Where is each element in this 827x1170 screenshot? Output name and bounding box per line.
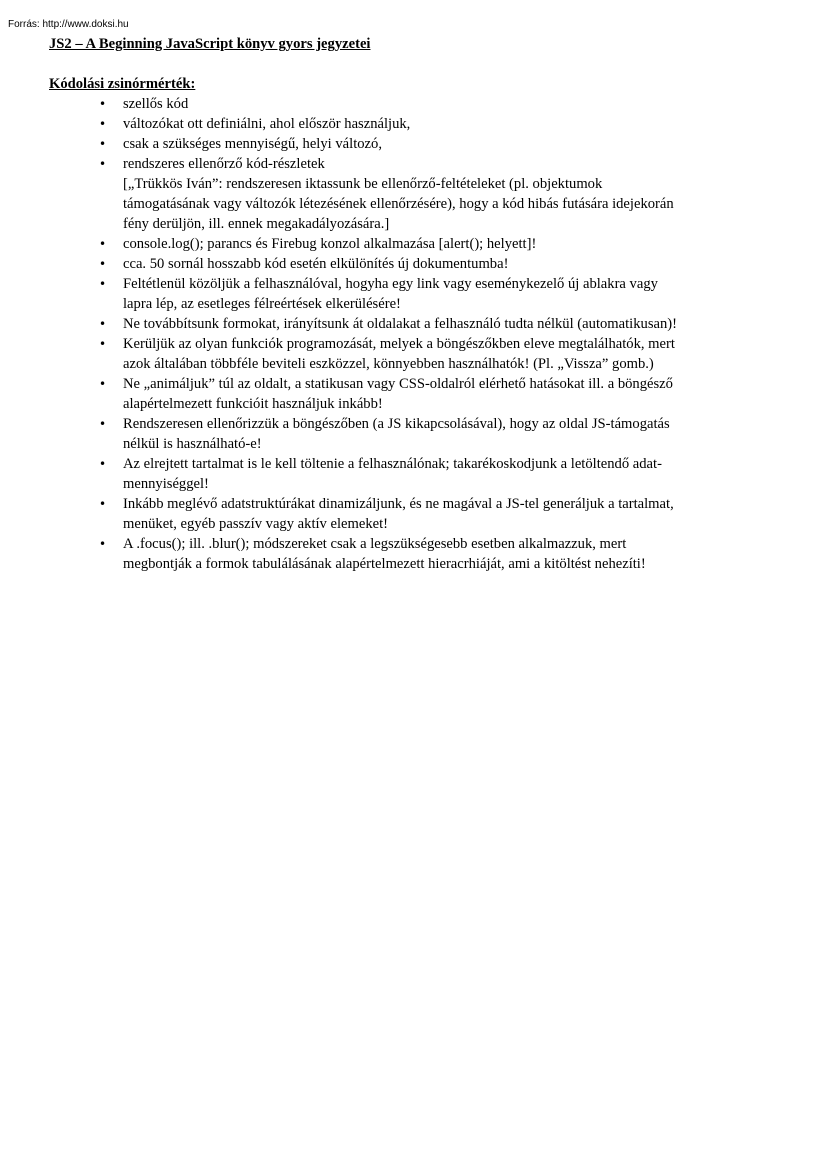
list-item-line: • A .focus(); ill. .blur(); módszereket csak a legszükségesebb esetben alkalmazzuk, mert — [123, 536, 627, 552]
list-item — [123, 234, 761, 254]
list-item-line: • változókat ott definiálni, ahol először használjuk, — [123, 116, 411, 132]
list-item-line: mennyiséggel! — [123, 476, 209, 492]
list-item — [123, 374, 761, 414]
list-item-line: megbontják a formok tabulálásának alapértelmezett hieracrhiáját, ami a kitöltést nehezíti! — [123, 556, 646, 572]
list-item-line: • Inkább meglévő adatstruktúrákat dinamizáljunk, és ne magával a JS-tel generáljuk a tartalmat, — [123, 496, 674, 512]
list-item — [123, 94, 761, 114]
list-item — [123, 154, 761, 234]
list-item — [123, 334, 761, 374]
list-item — [123, 314, 761, 334]
list-item-line: alapértelmezett funkcióit használjuk inkább! — [123, 396, 383, 412]
source-attribution: Forrás: http://www.doksi.hu — [8, 19, 129, 30]
list-item-line: • cca. 50 sornál hosszabb kód esetén elkülönítés új dokumentumba! — [123, 256, 509, 272]
list-item-line: lapra lép, az esetleges félreértések elkerülésére! — [123, 296, 401, 312]
document-body — [49, 34, 761, 574]
list-item — [123, 494, 761, 534]
list-item — [123, 454, 761, 494]
list-item-line: • Ne továbbítsunk formokat, irányítsunk át oldalakat a felhasználó tudta nélkül (automatikusan)! — [123, 316, 677, 332]
list-item — [123, 534, 761, 574]
list-item-line: fény derüljön, ill. ennek megakadályozására.] — [123, 216, 390, 232]
list-item-line: • szellős kód — [123, 96, 189, 112]
list-item-line: azok általában többféle beviteli eszközzel, könnyebben használhatók! (Pl. „Vissza” gomb.) — [123, 356, 654, 372]
list-item — [123, 114, 761, 134]
section-heading: Kódolási zsinórmérték: — [49, 76, 196, 92]
list-item — [123, 414, 761, 454]
list-item — [123, 134, 761, 154]
list-item-line: • Kerüljük az olyan funkciók programozását, melyek a böngészőkben eleve megtalálhatók, mert — [123, 336, 675, 352]
list-item — [123, 274, 761, 314]
document-title: JS2 – A Beginning JavaScript könyv gyors jegyzetei — [49, 36, 371, 52]
list-item-line: • Ne „animáljuk” túl az oldalt, a statikusan vagy CSS-oldalról elérhető hatásokat ill. a böngésző — [123, 376, 673, 392]
list-item-line: • Rendszeresen ellenőrizzük a böngészőben (a JS kikapcsolásával), hogy az oldal JS-támogatás — [123, 416, 670, 432]
list-item-line: • Az elrejtett tartalmat is le kell töltenie a felhasználónak; takarékoskodjunk a letöltendő adat- — [123, 456, 662, 472]
list-item-line: • csak a szükséges mennyiségű, helyi változó, — [123, 136, 382, 152]
bullet-list — [49, 94, 761, 574]
list-item-line: [„Trükkös Iván”: rendszeresen iktassunk be ellenőrző-feltételeket (pl. objektumok — [123, 176, 603, 192]
list-item-line: • Feltétlenül közöljük a felhasználóval, hogyha egy link vagy eseménykezelő új ablakra vagy — [123, 276, 658, 292]
list-item — [123, 254, 761, 274]
list-item-line: menüket, egyéb passzív vagy aktív elemeket! — [123, 516, 389, 532]
list-item-line: nélkül is használható-e! — [123, 436, 262, 452]
list-item-line: • console.log(); parancs és Firebug konzol alkalmazása [alert(); helyett]! — [123, 236, 537, 252]
list-item-line: támogatásának vagy változók létezésének ellenőrzésére), hogy a kód hibás futására idejekorán — [123, 196, 674, 212]
list-item-line: • rendszeres ellenőrző kód-részletek — [123, 156, 325, 172]
